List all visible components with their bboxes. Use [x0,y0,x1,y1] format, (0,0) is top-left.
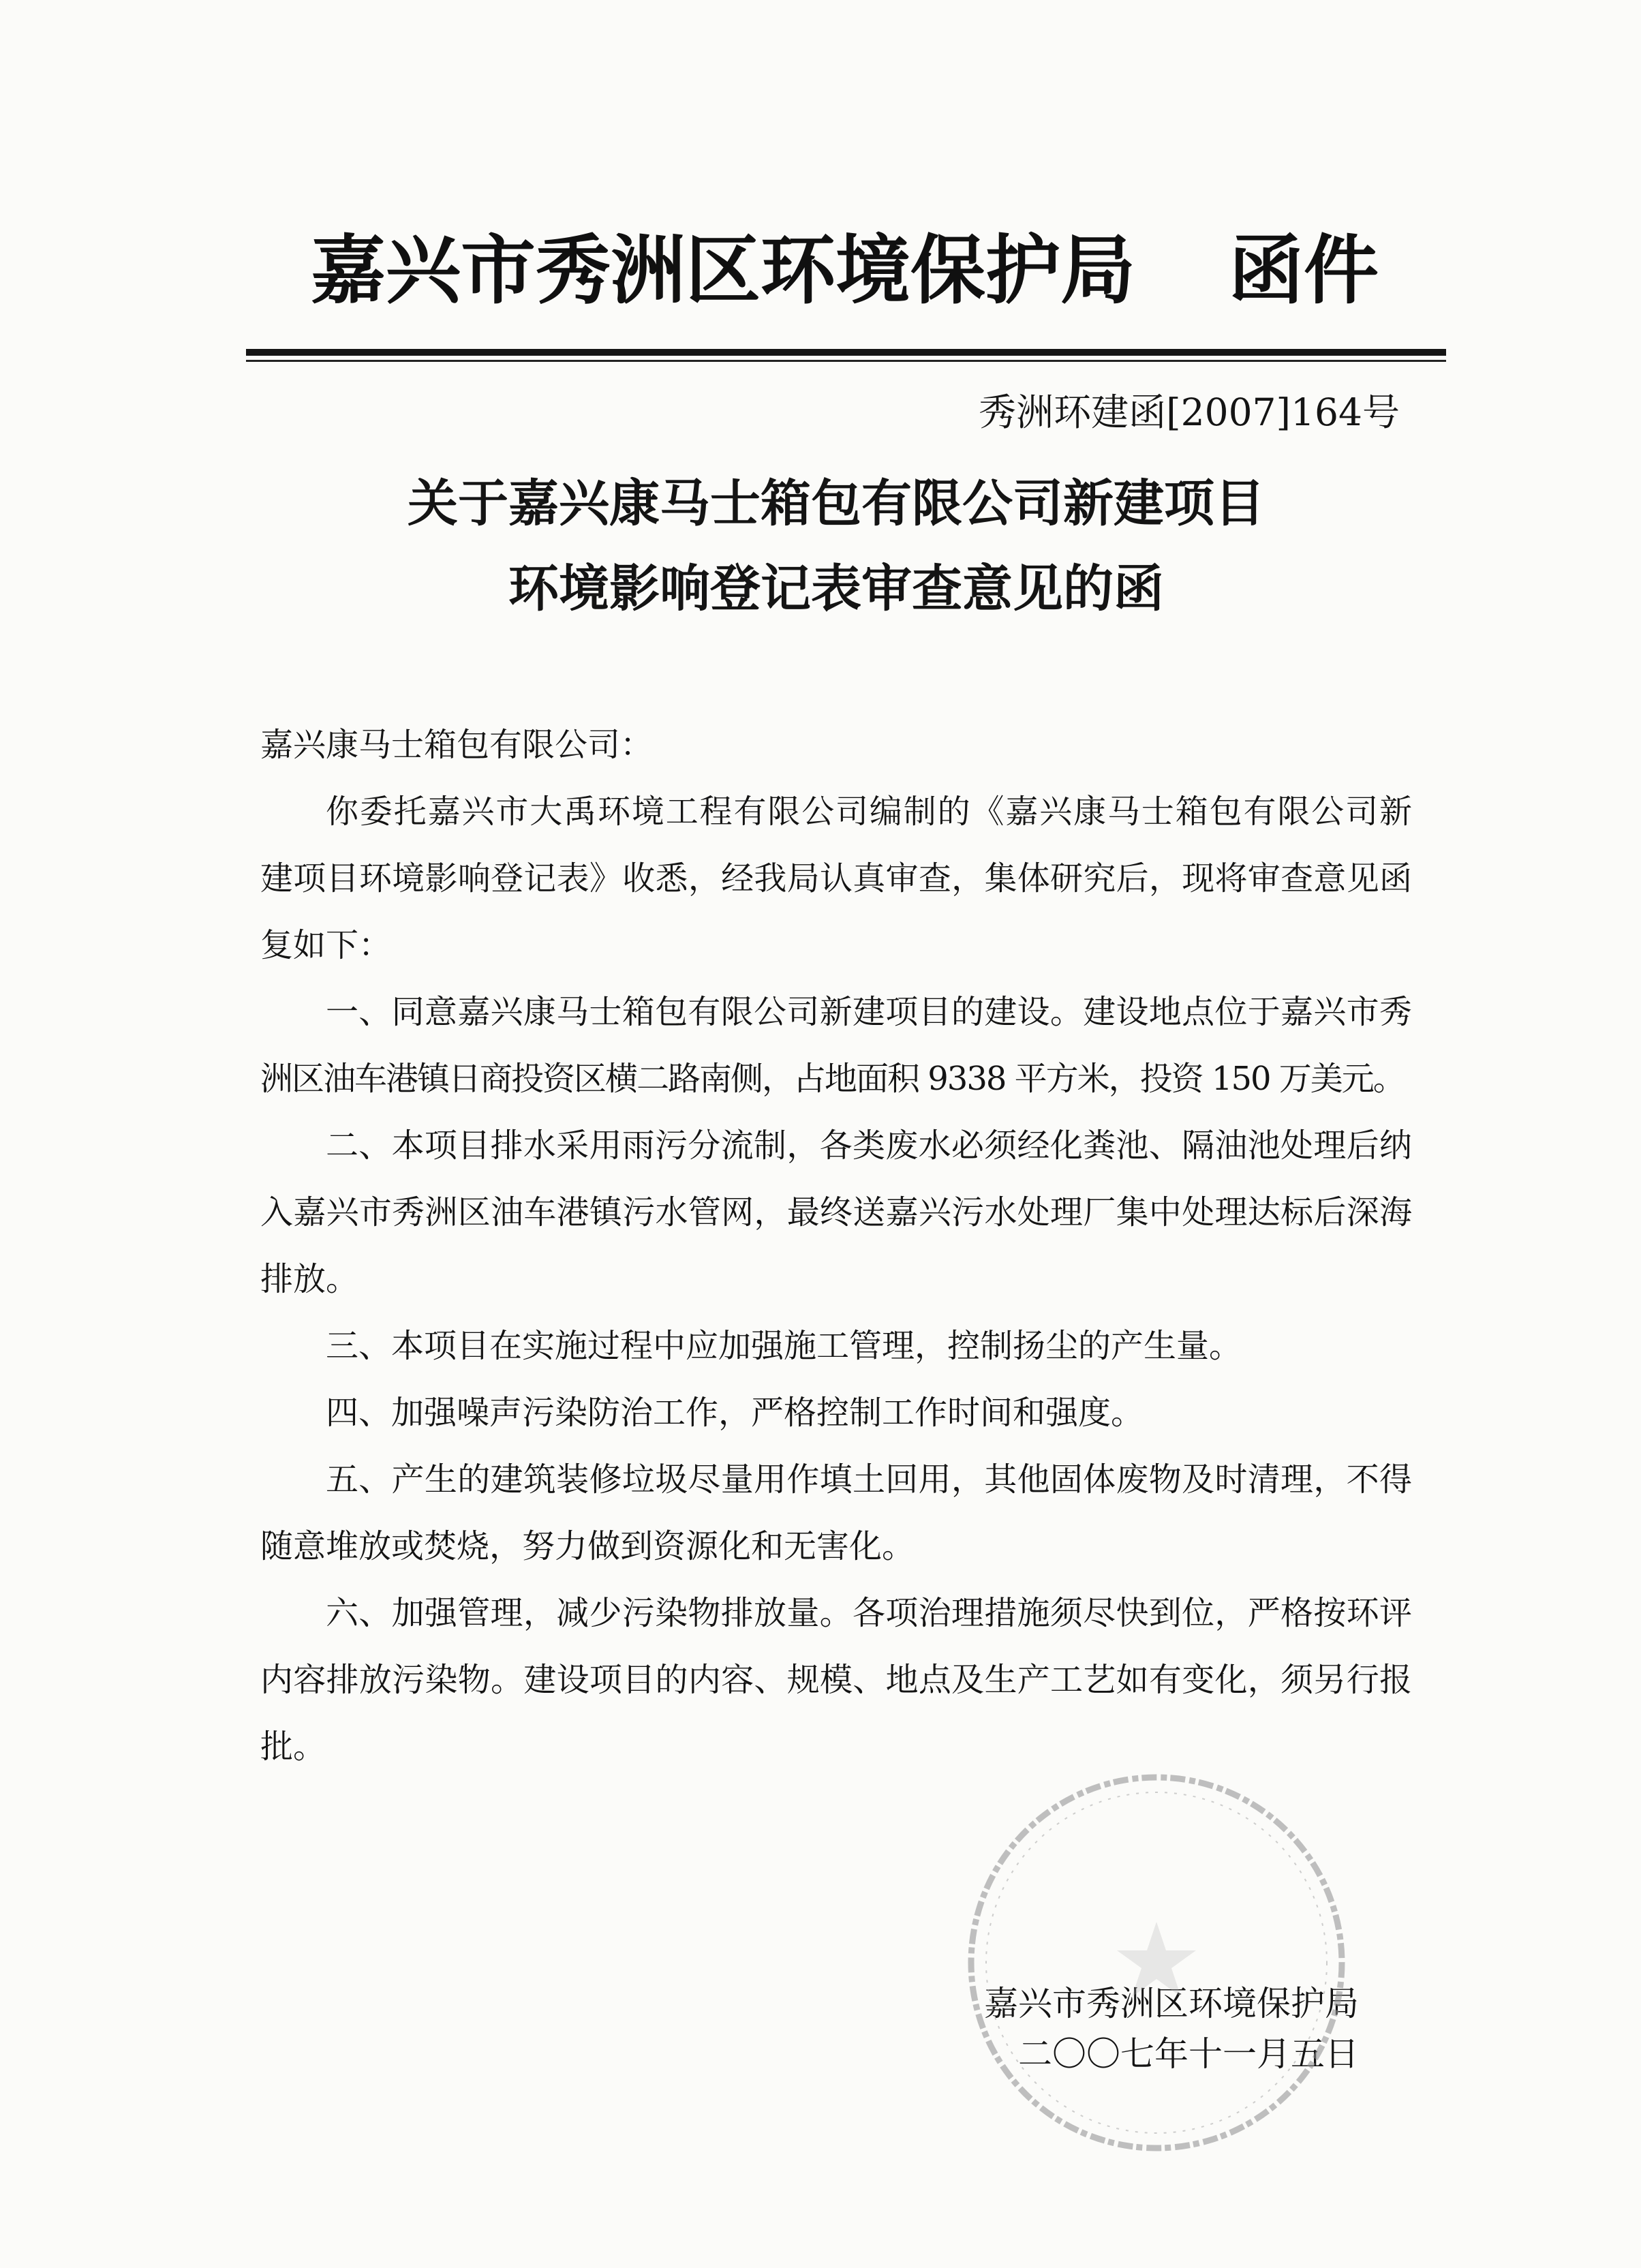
letterhead-document-type: 函件 [1229,226,1379,314]
body-line: 入嘉兴市秀洲区油车港镇污水管网，最终送嘉兴污水处理厂集中处理达标后深海 [260,1193,1412,1231]
body-line: 内容排放污染物。建设项目的内容、规模、地点及生产工艺如有变化，须另行报 [260,1661,1412,1699]
letterhead-rule-thin [246,360,1446,362]
letter-body [260,711,1412,1780]
signature-organization: 嘉兴市秀洲区环境保护局 [984,1984,1359,2023]
body-line: 四、加强噪声污染防治工作，严格控制工作时间和强度。 [326,1394,1144,1432]
signature-date: 二〇〇七年十一月五日 [1018,2034,1359,2074]
salutation: 嘉兴康马士箱包有限公司： [260,726,654,764]
body-line: 复如下： [260,926,392,964]
signature-block [984,1978,1359,2079]
body-line: 五、产生的建筑装修垃圾尽量用作填土回用，其他固体废物及时清理，不得 [326,1460,1412,1499]
body-line: 建项目环境影响登记表》收悉，经我局认真审查，集体研究后，现将审查意见函 [260,859,1412,898]
letterhead-organization: 嘉兴市秀洲区环境保护局 [311,226,1135,314]
body-line: 一、同意嘉兴康马士箱包有限公司新建项目的建设。建设地点位于嘉兴市秀 [326,993,1412,1031]
body-line: 随意堆放或焚烧，努力做到资源化和无害化。 [260,1527,915,1565]
letterhead-rule-thick [246,349,1446,356]
document-title-line-1: 关于嘉兴康马士箱包有限公司新建项目 [408,474,1265,533]
body-line: 排放。 [260,1260,359,1298]
body-line: 三、本项目在实施过程中应加强施工管理，控制扬尘的产生量。 [326,1327,1242,1365]
seal-outer-ring [971,1777,1342,2148]
body-line: 你委托嘉兴市大禹环境工程有限公司编制的《嘉兴康马士箱包有限公司新 [326,793,1412,831]
official-seal [962,1768,1351,2158]
body-line: 批。 [260,1728,326,1766]
body-line: 六、加强管理，减少污染物排放量。各项治理措施须尽快到位，严格按环评 [326,1594,1412,1632]
seal-inner-ring [986,1792,1327,2133]
body-line: 二、本项目排水采用雨污分流制，各类废水必须经化粪池、隔油池处理后纳 [326,1127,1412,1165]
body-line: 洲区油车港镇日商投资区横二路南侧，占地面积 9338 平方米，投资 150 万美元。 [260,1060,1405,1098]
document-title-line-2: 环境影响登记表审查意见的函 [508,560,1164,618]
document-number: 秀洲环建函[2007]164号 [979,390,1400,434]
